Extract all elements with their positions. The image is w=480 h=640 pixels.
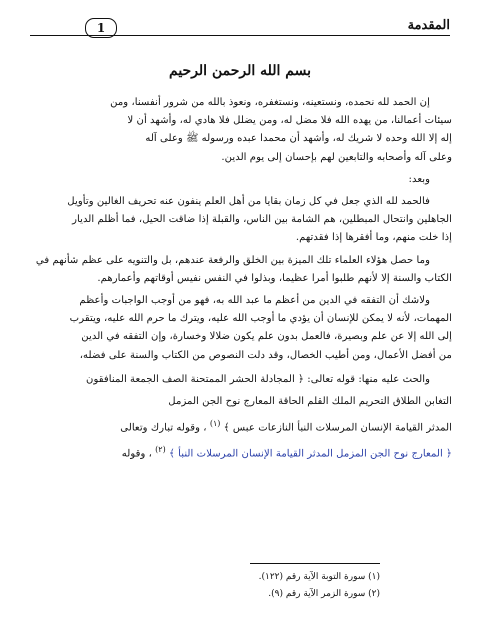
- text-line: إن الحمد لله نحمده، ونستعينه، ونستغفره، ونعوذ بالله من شرور أنفسنا، ومن: [110, 97, 430, 108]
- footnote-ref-1: (١): [209, 418, 221, 428]
- footnote-ref-2: (٢): [155, 445, 166, 455]
- text-line: وعلى آله وأصحابه والتابعين لهم بإحسان إلى يوم الدين.: [221, 151, 452, 163]
- quran-verse-text: المدثر القيامة الإنسان المرسلات النبأ النازعات عبس ﴾: [223, 422, 452, 434]
- basmala-heading: بسم الله الرحمن الرحيم: [169, 63, 311, 79]
- text-line: الجاهلين وانتحال المبطلين، هم الشامة بين الناس، والقبلة إذا ضاقت الحيل، فما أظلم الديار: [72, 214, 452, 226]
- text-line: فالحمد لله الذي جعل في كل زمان بقايا من أهل العلم ينفون عنه تحريف الغالين وتأويل: [67, 196, 430, 208]
- text-line: إذا خلت منهم، وما أفقرها إذا فقدتهم.: [295, 232, 452, 244]
- footnotes: [259, 569, 380, 603]
- page-number-badge: 1: [85, 18, 117, 38]
- text-line: إله إلا الله وحده لا شريك له، وأشهد أن محمدا عبده ورسوله ﷺ وعلى آله: [145, 133, 452, 145]
- body-text: [28, 94, 452, 470]
- quran-verse-text: ﴿ المعارج نوح الجن المزمل المدثر القيامة الإنسان المرسلات النبأ ﴾: [168, 448, 452, 460]
- quran-verse-text: التغابن الطلاق التحريم الملك القلم الحاقة المعارج نوح الجن المزمل: [168, 395, 452, 407]
- paragraph-wabaad: [28, 171, 452, 189]
- header-divider: [30, 35, 450, 36]
- verse-line: [28, 439, 452, 465]
- text-line: المهمات، لأنه لا يمكن للإنسان أن يؤدي ما أوجب الله عليه، ويترك ما حرم الله عليه، ويتقرب: [69, 313, 452, 325]
- paragraph-fiqh: [28, 292, 452, 365]
- quran-verse-text: ﴿ المجادلة الحشر الممتحنة الصف الجمعة المنافقون: [86, 373, 305, 385]
- verse-tail: ، وقوله: [121, 448, 152, 460]
- verse-line: [28, 369, 452, 391]
- text-line: سيئات أعمالنا، من يهده الله فلا مضل له، ومن يضلل فلا هادي له، وأشهد أن لا: [127, 115, 452, 127]
- verse-intro: والحث عليه منها: قوله تعالى:: [307, 373, 430, 385]
- text-line: الكتاب والسنة إلا لأنهم طلبوا أمرا عظيما، وبذلوا في النفس نفيس أوقاتهم وأعمارهم.: [97, 272, 452, 284]
- footnote-item: (١) سورة التوبة الآية رقم (١٢٢).: [258, 572, 380, 582]
- text-line: إلى الله إلا عن علم وبصيرة، فالعمل بدون علم يكون ضلالا وخسارة، وإن التفقه في الدين: [81, 331, 452, 343]
- text-line: وبعد:: [408, 173, 430, 185]
- paragraph-scholars: [28, 252, 452, 288]
- footnote-item: (٢) سورة الزمر الآية رقم (٩).: [268, 589, 380, 599]
- page-header-title: المقدمة: [407, 18, 450, 33]
- verse-line: [28, 413, 452, 439]
- text-line: وما حصل هؤلاء العلماء تلك الميزة بين الخلق والرفعة عندهم، بل والتنويه على عظم شأنهم في: [35, 254, 430, 266]
- text-line: من أفضل الأعمال، ومن أطيب الخصال، وقد دلت النصوص من الكتاب والسنة على فضله،: [79, 349, 452, 361]
- text-line: ولاشك أن التفقه في الدين من أعظم ما عبد الله به، فهو من أوجب الواجبات وأعظم: [79, 295, 430, 307]
- paragraph-praise: [28, 193, 452, 248]
- footnote-divider: [250, 563, 380, 564]
- paragraph-verses: [28, 369, 452, 466]
- paragraph-opening: [28, 94, 452, 167]
- verse-connector: ، وقوله تبارك وتعالى: [120, 422, 207, 434]
